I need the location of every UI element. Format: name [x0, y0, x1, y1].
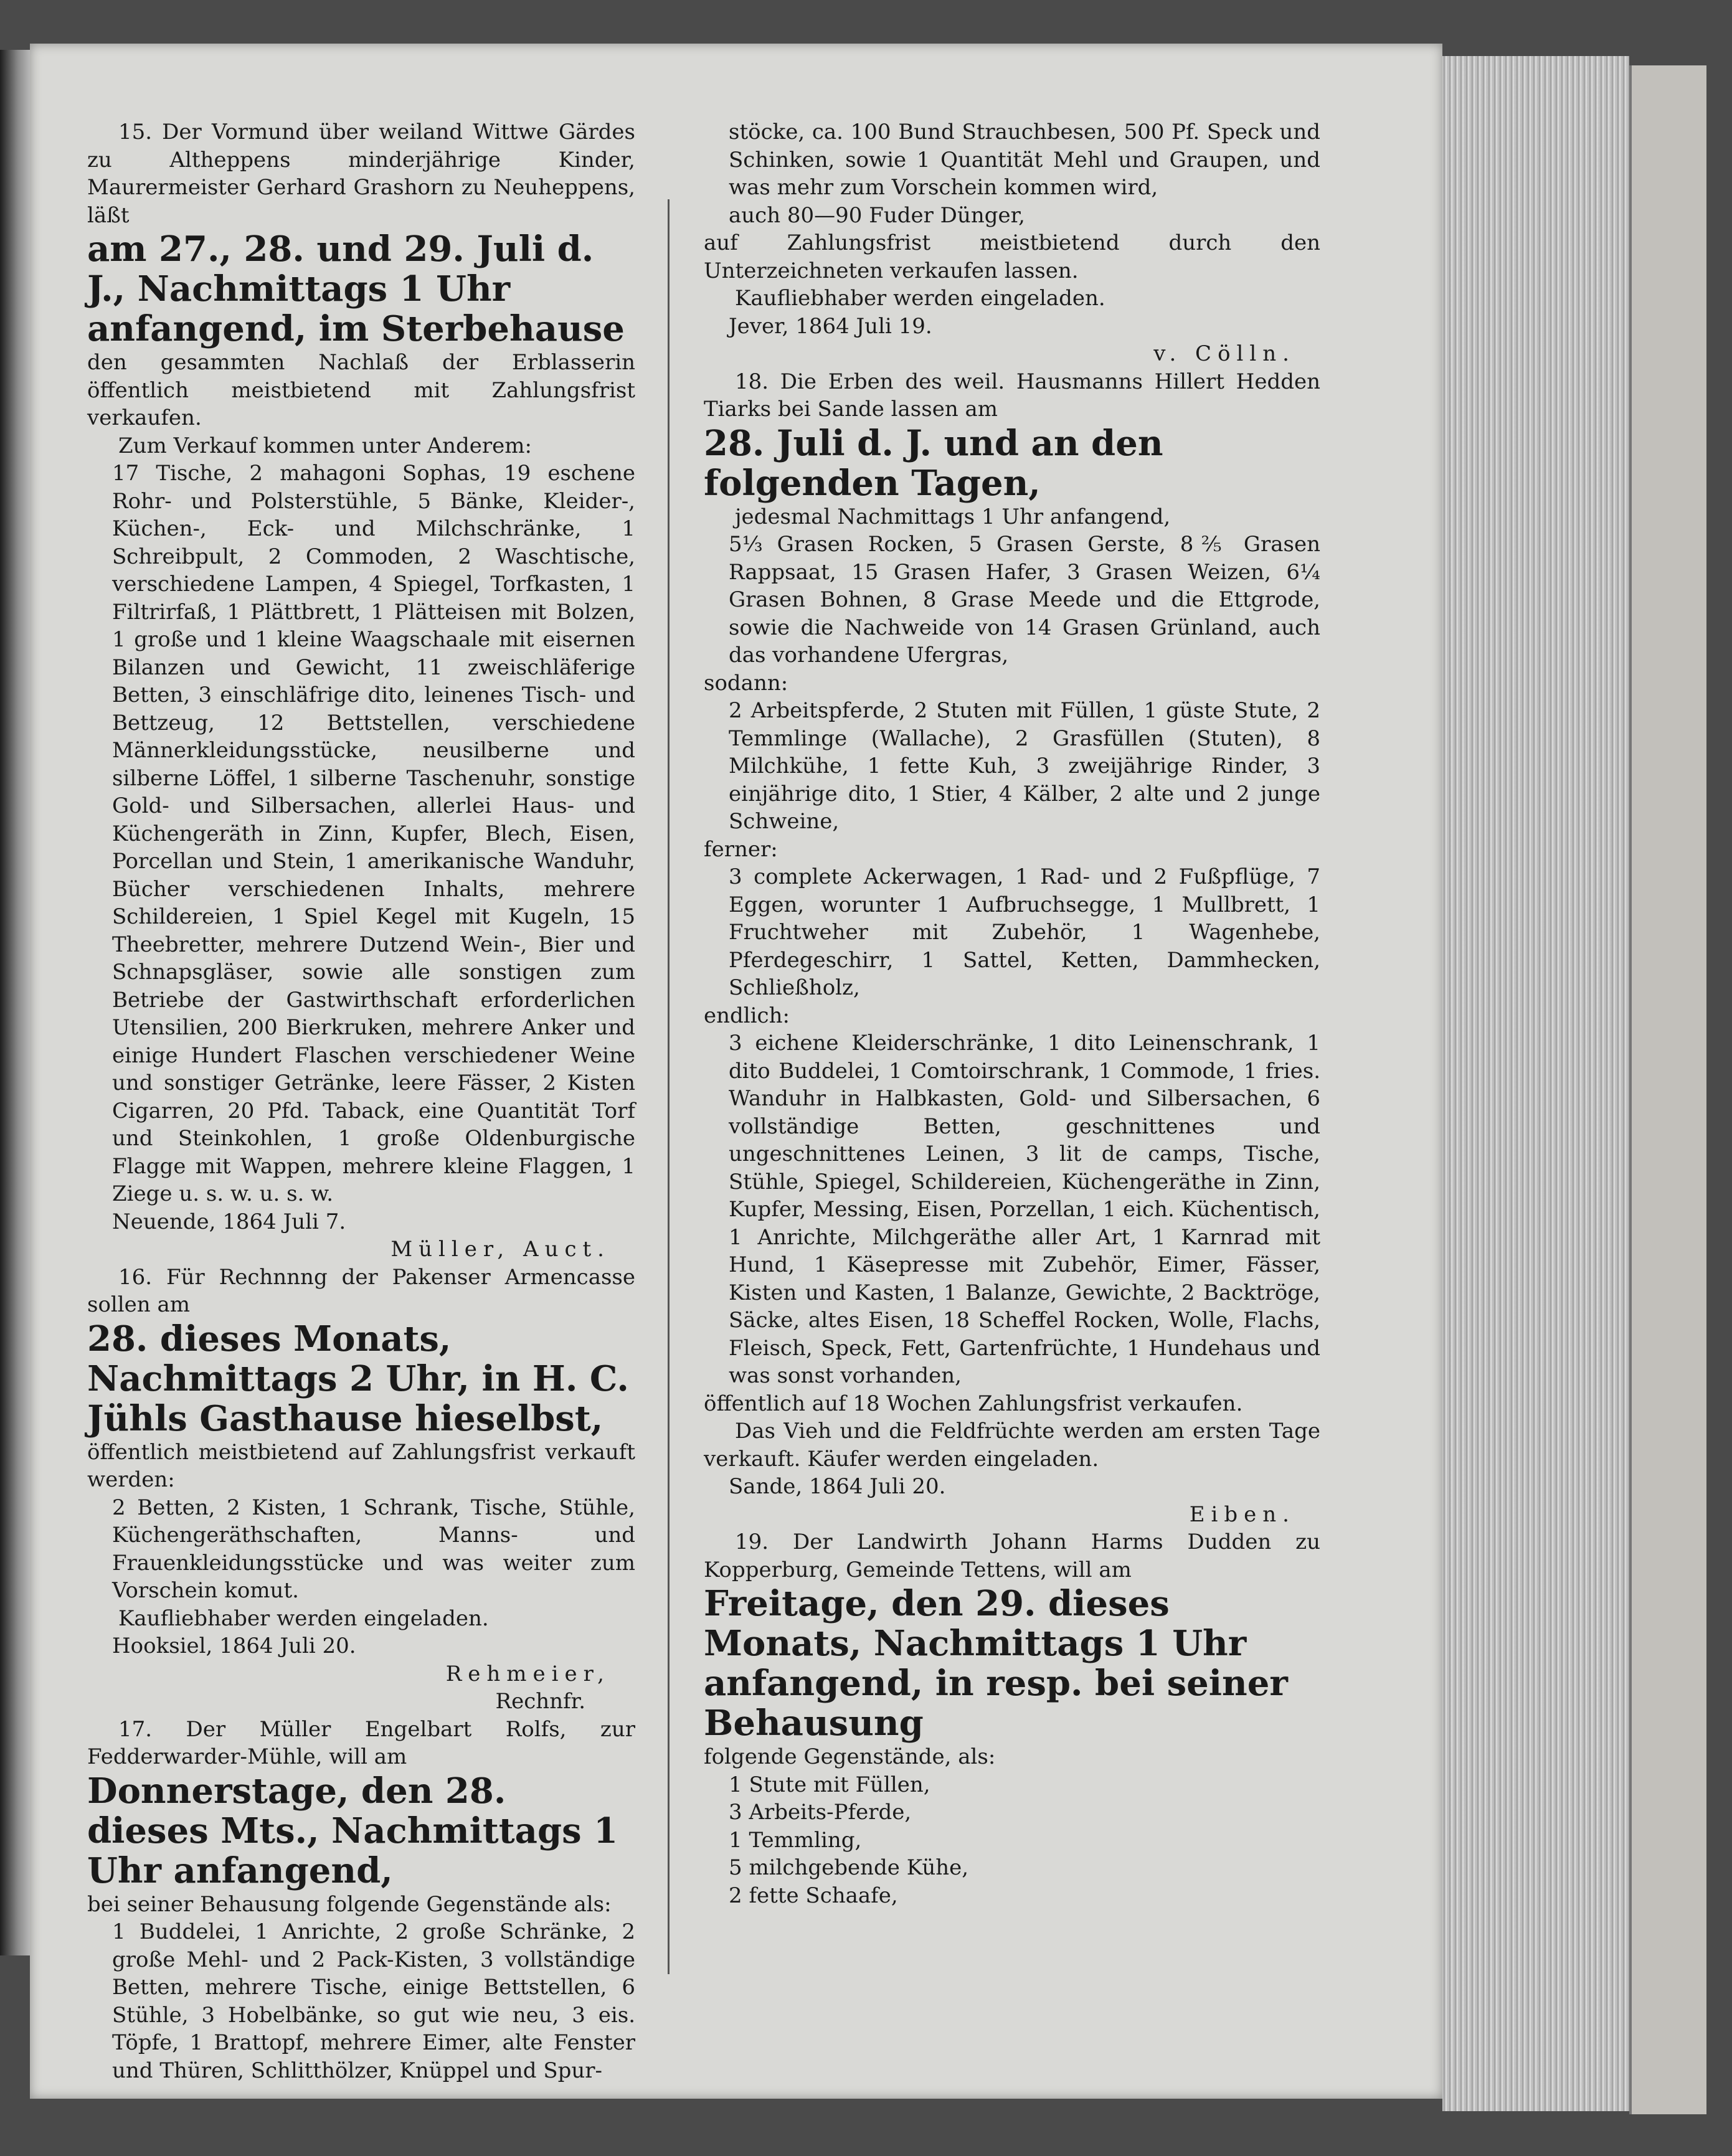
book-cover-edge	[1629, 65, 1706, 2114]
notice-text: folgende Gegenstände, als:	[704, 1744, 996, 1769]
item-list: stöcke, ca. 100 Bund Strauchbesen, 500 Pf. Speck und Schinken, sowie 1 Quantität Mehl und Graupen, und was mehr zum Vorschein kommen wird,	[729, 120, 1320, 200]
item-list: 1 Buddelei, 1 Anrichte, 2 große Schränke, 2 große Mehl- und 2 Pack-Kisten, 3 vollständige Betten, mehrere Tische, einige Bettstellen, 6 Stühle, 3 Hobelbänke, so gut wie neu, 3 eis. Töpfe, 1 Brattopf, mehrere Eimer, alte Fenster und Thüren, Schlitthölzer, Knüppel und Spur-	[112, 1919, 635, 2083]
notice-headline: am 27., 28. und 29. Juli d. J., Nachmittags 1 Uhr anfangend, im Sterbehause	[87, 229, 625, 349]
notice-intro: 17. Der Müller Engelbart Rolfs, zur Fedderwarder-Mühle, will am	[87, 1716, 635, 1769]
notice-headline: 28. dieses Monats, Nachmittags 2 Uhr, in H. C. Jühls Gasthause hieselbst,	[87, 1318, 629, 1439]
notice-headline: 28. Juli d. J. und an den folgenden Tagen,	[704, 422, 1163, 504]
list-label: ferner:	[704, 836, 778, 862]
item-list: auch 80—90 Fuder Dünger,	[729, 202, 1025, 228]
notice-text: öffentlich meistbietend auf Zahlungsfrist verkauft werden:	[87, 1439, 635, 1492]
left-column	[87, 118, 635, 2084]
notice-date: Hooksiel, 1864 Juli 20.	[112, 1634, 356, 1658]
previous-page-edge	[0, 50, 30, 1955]
item-list: 3 eichene Kleiderschränke, 1 dito Leinenschrank, 1 dito Buddelei, 1 Comtoirschrank, 1 Commode, 1 fries. Wanduhr in Halbkasten, Gold- und Silbersachen, 6 vollständige Betten, geschnittenes und ungeschnittenes Leinen, 3 lit de camps, Tische, Stühle, Spiegel, Schildereien, Küchengeräthe in Zinn, Kupfer, Messing, Eisen, Porzellan, 1 eich. Küchentisch, 1 Anrichte, Milchgeräthe aller Art, 1 Karnrad mit Hund, 1 Käsepresse mit Zubehör, Eimer, Fässer, Kisten und Kasten, 1 Balanze, Gewichte, 2 Backtröge, Säcke, altes Eisen, 18 Scheffel Rocken, Wolle, Flachs, Fleisch, Speck, Fett, Gartenfrüchte, 1 Hundehaus und was sonst vorhanden,	[729, 1031, 1320, 1388]
notice-intro: 19. Der Landwirth Johann Harms Dudden zu Kopperburg, Gemeinde Tettens, will am	[704, 1530, 1320, 1582]
item-list: 5⅓ Grasen Rocken, 5 Grasen Gerste, 8⅖ Grasen Rappsaat, 15 Grasen Hafer, 3 Grasen Weizen, 6¼ Grasen Bohnen, 8 Grase Meede und die Ettgrode, sowie die Nachweide von 14 Grasen Grünland, auch das vorhandene Ufergras,	[729, 532, 1320, 668]
notice-text: auf Zahlungsfrist meistbietend durch den Unterzeichneten verkaufen lassen.	[704, 230, 1320, 283]
notice-text: Kaufliebhaber werden eingeladen.	[735, 286, 1105, 311]
notice-date: Jever, 1864 Juli 19.	[729, 313, 932, 339]
book-page-edges	[1442, 56, 1629, 2111]
notice-text: Kaufliebhaber werden eingeladen.	[118, 1605, 489, 1631]
notice-text: Zum Verkauf kommen unter Anderem:	[118, 433, 532, 458]
notice-signature: Eiben.	[1189, 1501, 1295, 1527]
notice-date: Sande, 1864 Juli 20.	[729, 1474, 946, 1499]
notice-text: öffentlich auf 18 Wochen Zahlungsfrist verkaufen.	[704, 1391, 1243, 1416]
column-rule	[668, 199, 670, 1974]
list-item: 1 Stute mit Füllen,	[729, 1772, 930, 1797]
item-list: 17 Tische, 2 mahagoni Sophas, 19 eschene Rohr- und Polsterstühle, 5 Bänke, Kleider-, Küchen-, Eck- und Milchschränke, 1 Schreibpult, 2 Commoden, 2 Waschtische, verschiedene Lampen, 4 Spiegel, Torfkasten, 1 Filtrirfaß, 1 Plättbrett, 1 Plätteisen mit Bolzen, 1 große und 1 kleine Waagschaale mit eisernen Bilanzen und Gewicht, 11 zweischläferige Betten, 3 einschläfrige dito, leinenes Tisch- und Bettzeug, 12 Bettstellen, verschiedene Männerkleidungsstücke, neusilberne und silberne Löffel, 1 silberne Taschenuhr, sonstige Gold- und Silbersachen, allerlei Haus- und Küchengeräth in Zinn, Kupfer, Blech, Eisen, Porcellan und Stein, 1 amerikanische Wanduhr, Bücher verschiedenen Inhalts, mehrere Schildereien, 1 Spiel Kegel mit Kugeln, 15 Theebretter, mehrere Dutzend Wein-, Bier und Schnapsgläser, sowie alle sonstigen zum Betriebe der Gastwirthschaft erforderlichen Utensilien, 200 Bierkruken, mehrere Anker und einige Hundert Flaschen verschiedener Weine und sonstiger Getränke, leere Fässer, 2 Kisten Cigarren, 20 Pfd. Taback, eine Quantität Torf und Steinkohlen, 1 große Oldenburgische Flagge mit Wappen, mehrere kleine Flaggen, 1 Ziege u. s. w. u. s. w.	[112, 461, 635, 1206]
item-list: 3 complete Ackerwagen, 1 Rad- und 2 Fußpflüge, 7 Eggen, worunter 1 Aufbruchsegge, 1 Mullbrett, 1 Fruchtweher mit Zubehör, 1 Wagenhebe, Pferdegeschirr, 1 Sattel, Ketten, Dammhecken, Schließholz,	[729, 864, 1320, 1000]
list-item: 3 Arbeits-Pferde,	[729, 1800, 912, 1825]
notice-signature-title: Rechnfr.	[495, 1689, 585, 1714]
list-label: endlich:	[704, 1003, 790, 1028]
notice-text: Das Vieh und die Feldfrüchte werden am ersten Tage verkauft. Käufer werden eingeladen.	[704, 1419, 1320, 1472]
item-list: 2 Arbeitspferde, 2 Stuten mit Füllen, 1 güste Stute, 2 Temmlinge (Wallache), 2 Grasfüllen (Stuten), 8 Milchkühe, 1 fette Kuh, 3 zweijährige Rinder, 3 einjährige dito, 1 Stier, 4 Kälber, 2 alte und 2 junge Schweine,	[729, 698, 1320, 834]
notice-text: bei seiner Behausung folgende Gegenstände als:	[87, 1891, 612, 1917]
notice-text: den gesammten Nachlaß der Erblasserin öffentlich meistbietend mit Zahlungsfrist verkaufen.	[87, 350, 635, 430]
notice-19	[704, 1528, 1320, 1909]
notice-signature: Rehmeier,	[445, 1661, 610, 1686]
notice-16	[87, 1264, 635, 1716]
notice-17	[87, 1716, 635, 2085]
notice-17-continued	[704, 118, 1320, 368]
list-item: 5 milchgebende Kühe,	[729, 1855, 969, 1880]
notice-18	[704, 368, 1320, 1529]
notice-headline: Freitage, den 29. dieses Monats, Nachmittags 1 Uhr anfangend, in resp. bei seiner Behausung	[704, 1583, 1288, 1744]
notice-signature: v. Cölln.	[1153, 341, 1295, 366]
list-item: 1 Temmling,	[729, 1827, 862, 1853]
right-column	[704, 118, 1320, 1909]
notice-text: jedesmal Nachmittags 1 Uhr anfangend,	[735, 504, 1171, 529]
list-item: 2 fette Schaafe,	[729, 1883, 898, 1908]
notice-intro: 18. Die Erben des weil. Hausmanns Hillert Hedden Tiarks bei Sande lassen am	[704, 369, 1320, 422]
item-list: 2 Betten, 2 Kisten, 1 Schrank, Tische, Stühle, Küchengeräthschaften, Manns- und Frauenkleidungsstücke und was weiter zum Vorschein komut.	[112, 1495, 635, 1603]
notice-intro: 16. Für Rechnnng der Pakenser Armencasse sollen am	[87, 1264, 635, 1317]
notice-signature: Müller, Auct.	[390, 1237, 610, 1262]
list-label: sodann:	[704, 670, 788, 696]
notice-15	[87, 118, 635, 1264]
notice-date: Neuende, 1864 Juli 7.	[112, 1209, 346, 1234]
notice-intro: 15. Der Vormund über weiland Wittwe Gärdes zu Altheppens minderjährige Kinder, Maurermeister Gerhard Grashorn zu Neuheppens, läßt	[87, 120, 635, 228]
notice-headline: Donnerstage, den 28. dieses Mts., Nachmittags 1 Uhr anfangend,	[87, 1770, 618, 1891]
